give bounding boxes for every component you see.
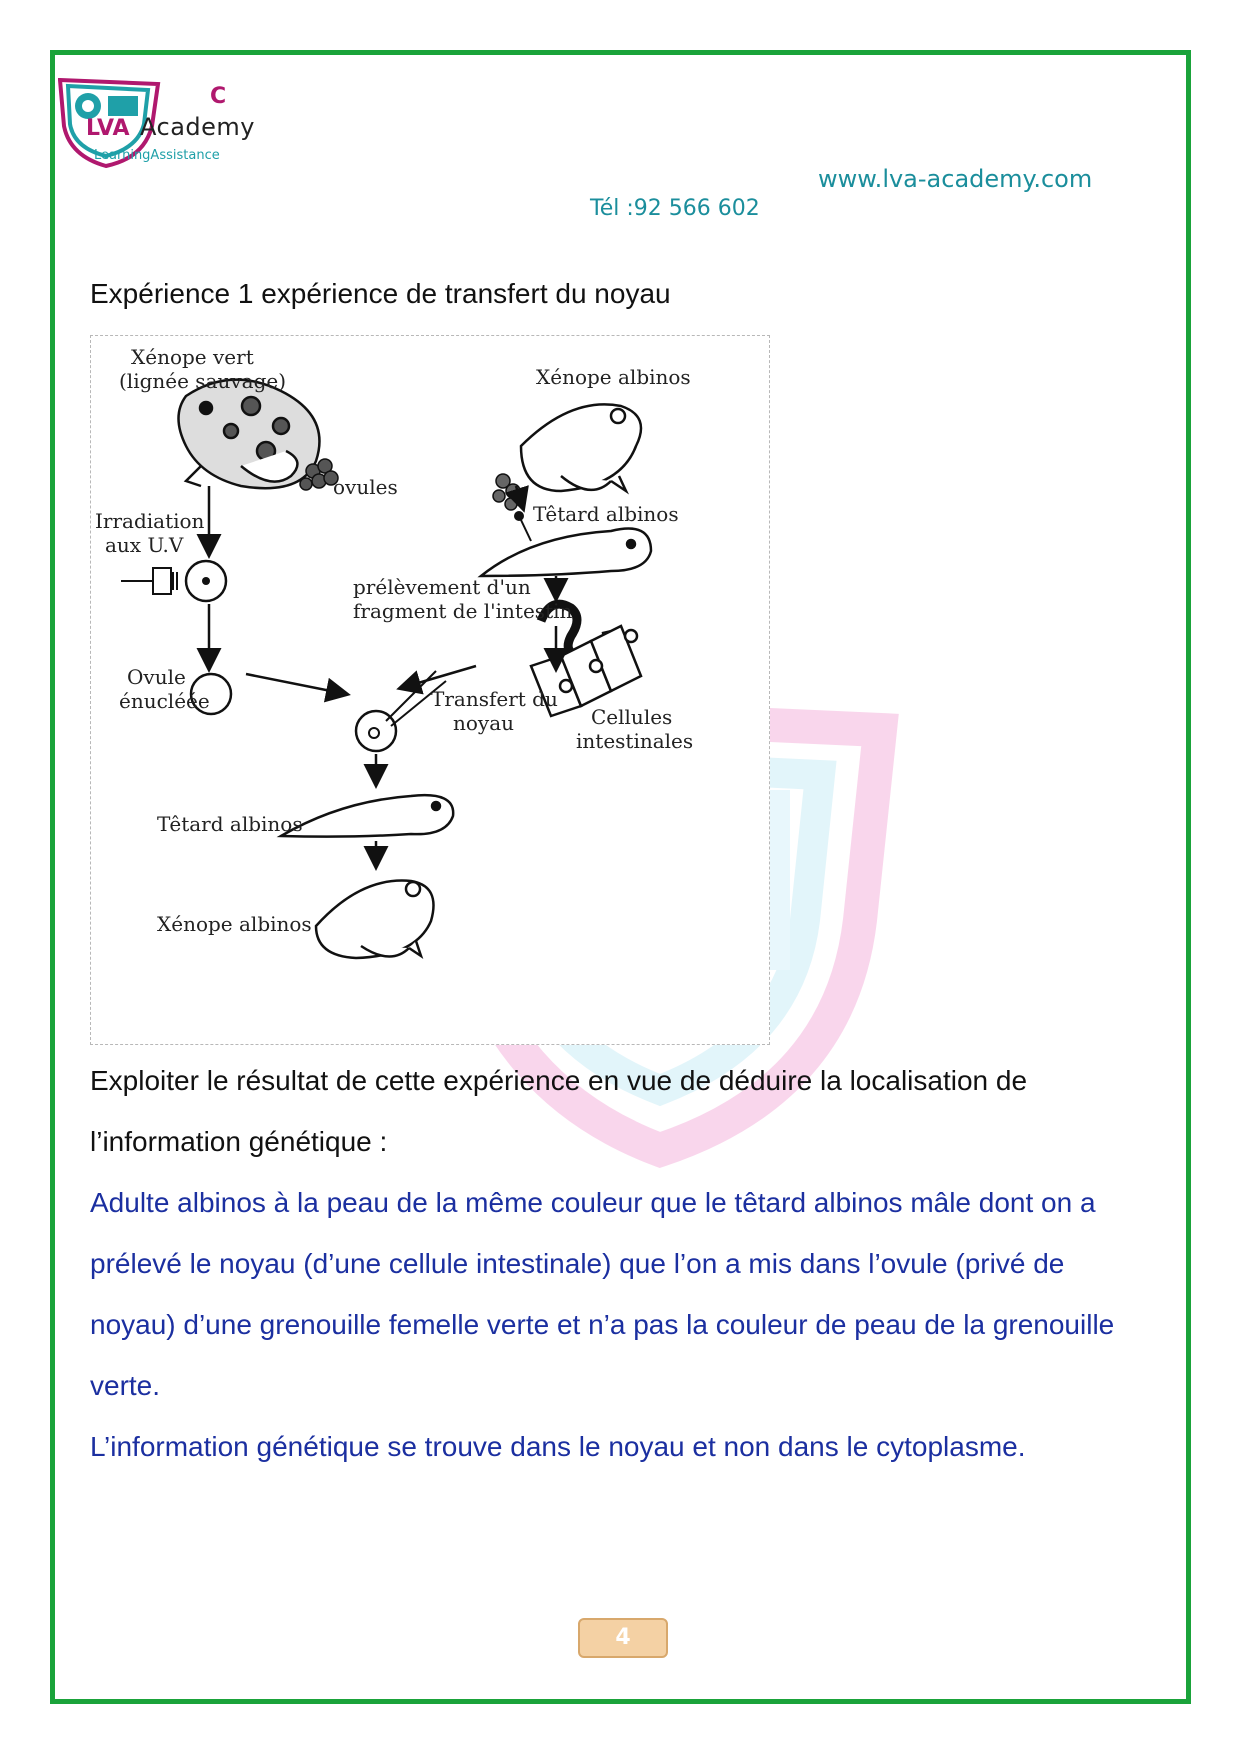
label-enucleated-1: Ovule [127, 665, 186, 689]
ovules-cluster-albino [493, 474, 520, 510]
label-albino-frog-bottom: Xénope albinos [157, 912, 312, 936]
label-green-frog-2: (lignée sauvage) [119, 369, 287, 393]
label-sampling-1: prélèvement d'un [353, 575, 531, 599]
answer-paragraph-2: L’information génétique se trouve dans le noyau et non dans le cytoplasme. [90, 1431, 1026, 1462]
phone-number: Tél :92 566 602 [590, 196, 760, 221]
albino-frog-bottom-drawing [316, 881, 434, 958]
page-number: 4 [578, 1618, 668, 1658]
label-green-frog-1: Xénope vert [131, 345, 254, 369]
label-enucleated-2: énucléée [119, 689, 210, 713]
uv-lamp-icon [121, 568, 177, 594]
label-tadpole-top: Têtard albinos [533, 502, 679, 526]
label-albino-frog-top: Xénope albinos [536, 365, 691, 389]
experiment-diagram [90, 335, 770, 1045]
label-transfer-1: Transfert du [431, 687, 558, 711]
logo-mark: LVA [86, 116, 130, 141]
logo-tagline: LearningAssistance [94, 148, 220, 163]
label-tadpole-bottom: Têtard albinos [157, 812, 303, 836]
answer-paragraph-1: Adulte albinos à la peau de la même couleur que le têtard albinos mâle dont on a prélevé le noyau (d’une cellule intestinale) que l’on a mis dans l’ovule (privé de noyau) d’une grenouille femelle verte et n’a pas la couleur de peau de la grenouille verte. [90, 1187, 1115, 1401]
label-cells-2: intestinales [576, 729, 694, 753]
diagram-drawing [91, 336, 771, 1046]
tadpole-top-drawing [481, 529, 651, 577]
label-irradiation-2: aux U.V [105, 533, 184, 557]
logo-letter: C [210, 84, 227, 109]
green-frog-drawing [179, 380, 320, 489]
label-irradiation-1: Irradiation [95, 509, 205, 533]
label-transfer-2: noyau [453, 711, 515, 735]
logo-text: Academy [140, 113, 255, 141]
albino-frog-top-drawing [521, 404, 641, 491]
question-text: Exploiter le résultat de cette expérience en vue de déduire la localisation de l’information génétique : [90, 1065, 1028, 1157]
label-cells-1: Cellules [591, 705, 673, 729]
pipette-icon [515, 512, 531, 541]
label-ovules: ovules [333, 475, 398, 499]
label-sampling-2: fragment de l'intestin [353, 599, 573, 623]
website-link[interactable]: www.lva-academy.com [818, 165, 1093, 193]
experiment-heading: Expérience 1 expérience de transfert du noyau [90, 278, 671, 309]
tadpole-bottom-drawing [281, 795, 453, 837]
